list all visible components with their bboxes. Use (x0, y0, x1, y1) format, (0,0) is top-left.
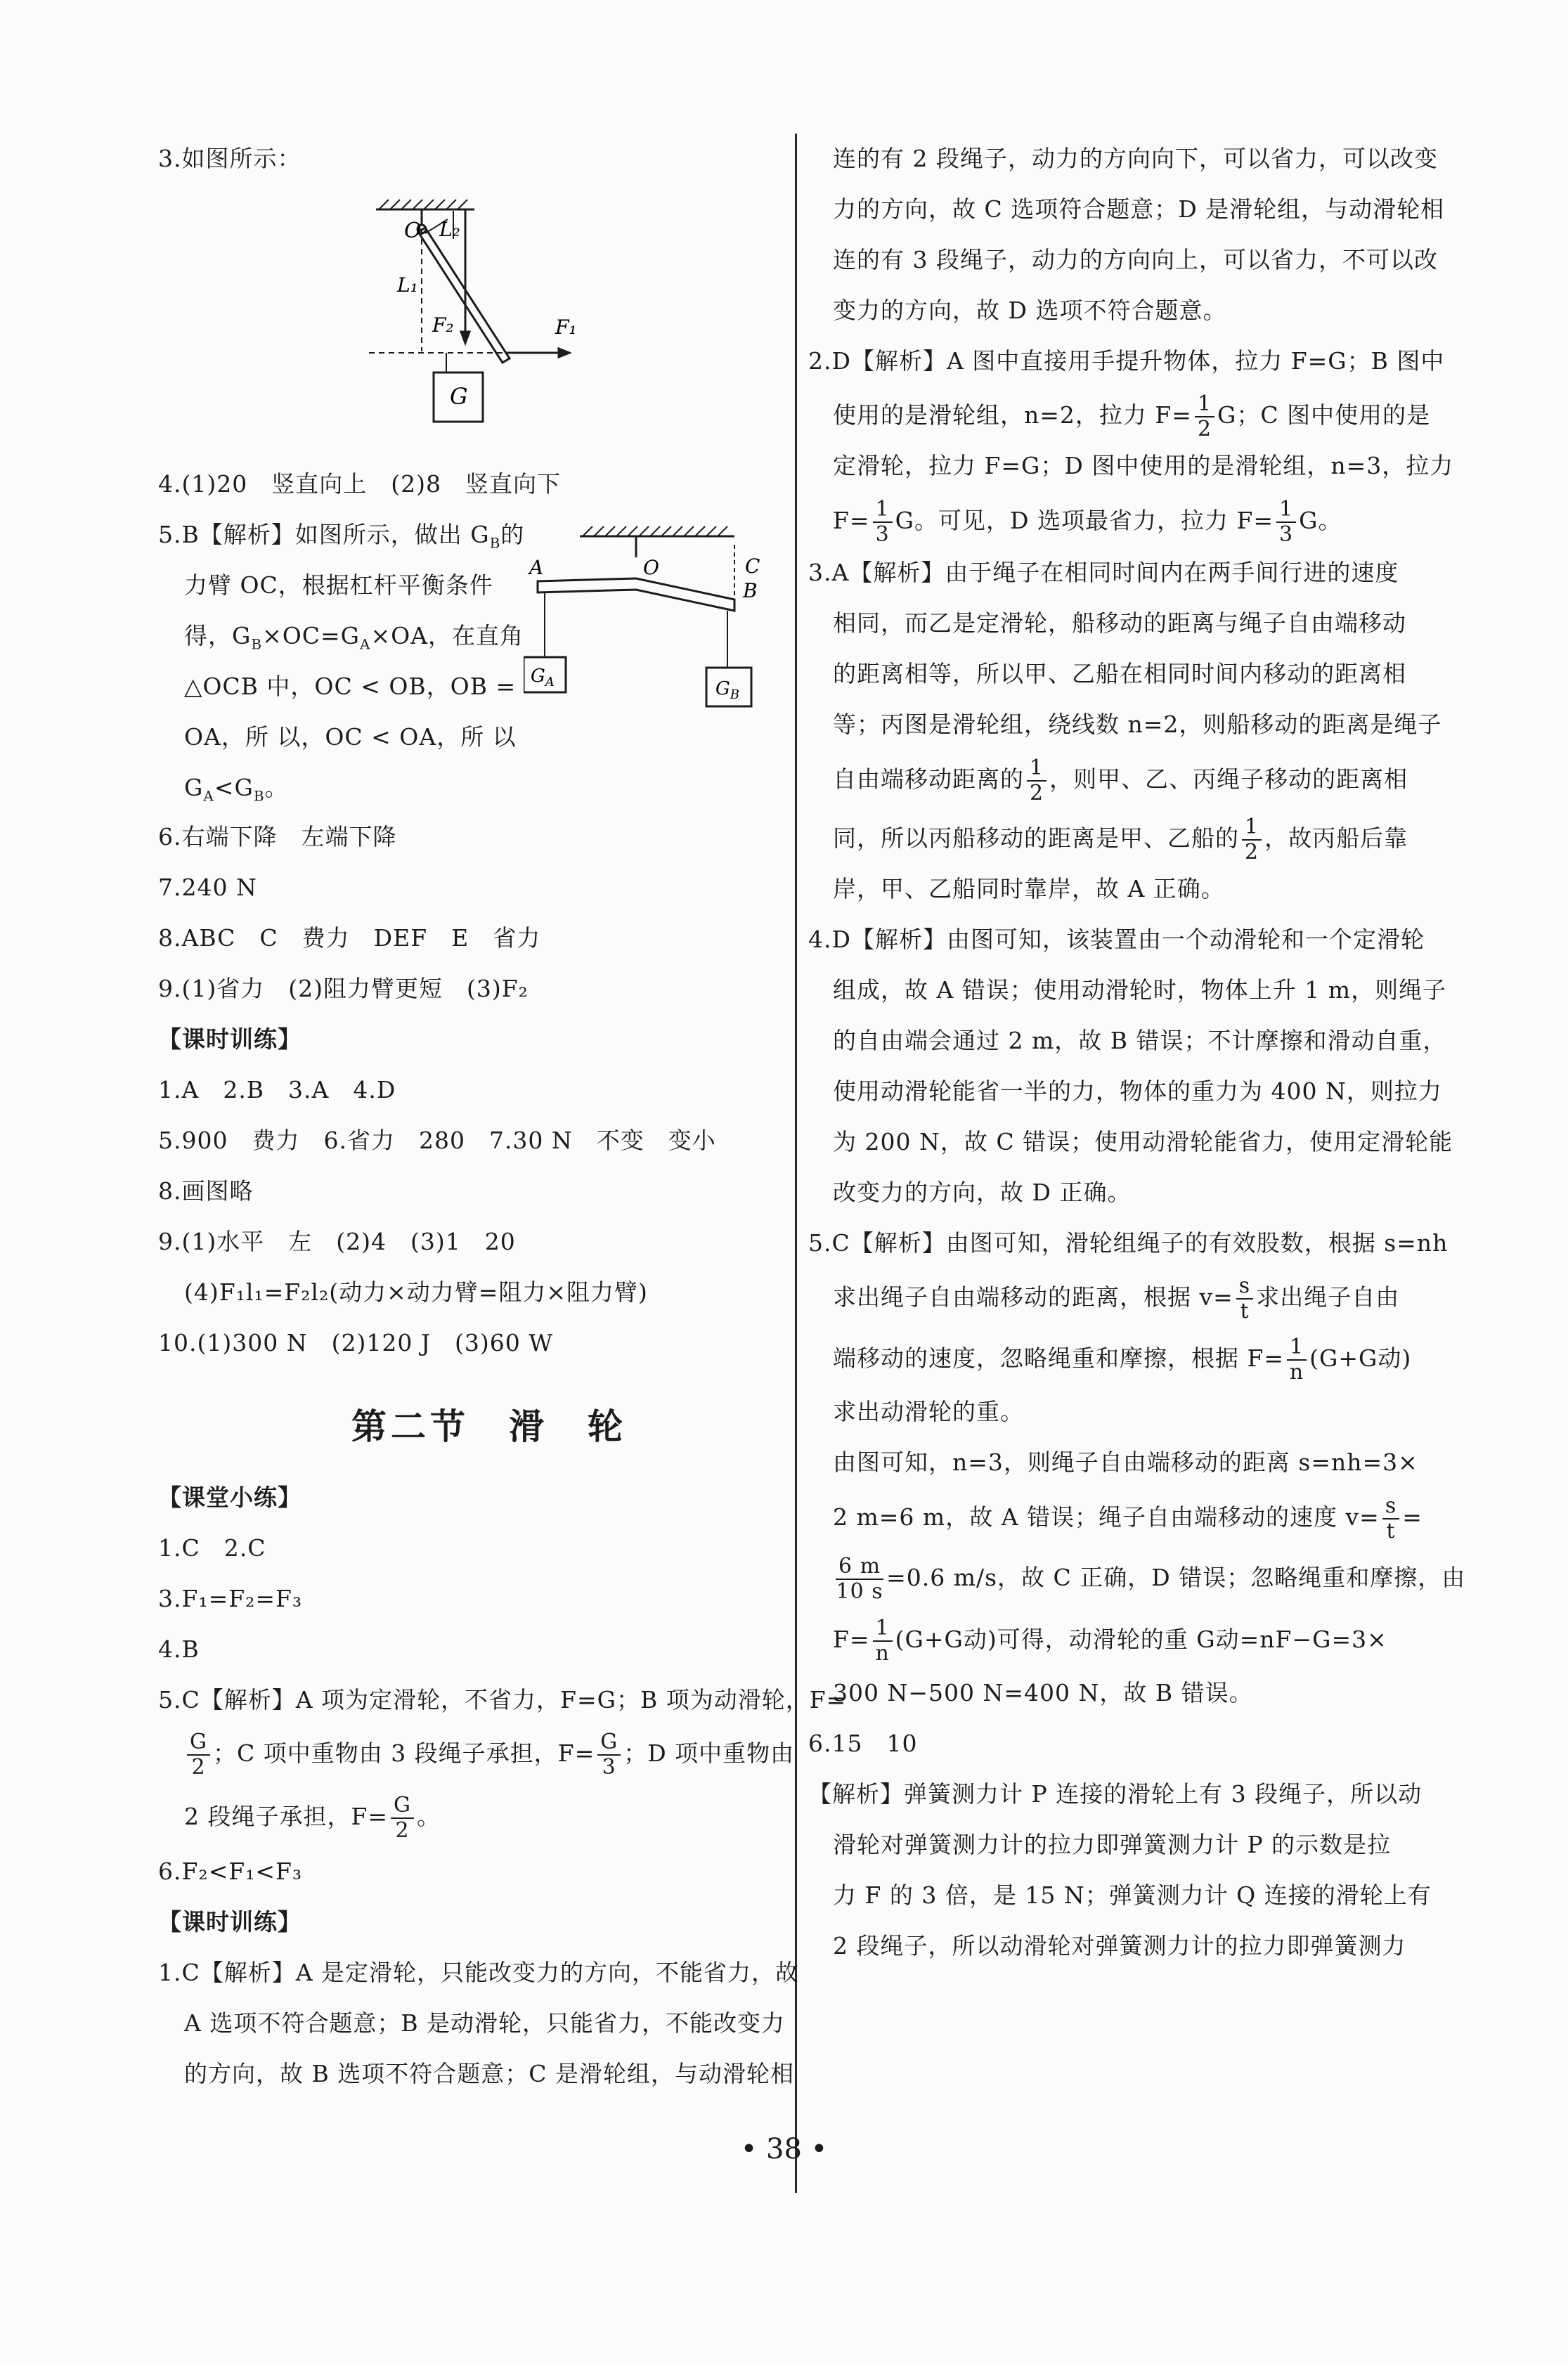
r1-line-4: 变力的方向，故 D 选项不符合题意。 (833, 297, 1227, 324)
class-3: 3.F₁=F₂=F₃ (158, 1585, 303, 1612)
answer-6: 6.右端下降 左端下降 (158, 823, 397, 850)
label-GB: $G_B$ (715, 678, 740, 702)
fraction-s-t: $\frac{s}{t}$ (1236, 1274, 1253, 1323)
fraction-s-t-b: $\frac{s}{t}$ (1382, 1494, 1399, 1543)
r4-line-4: 使用动滑轮能省一半的力，物体的重力为 400 N，则拉力 (833, 1077, 1442, 1105)
column-divider (795, 134, 797, 2193)
answer-8: 8.ABC C 费力 DEF E 省力 (158, 924, 541, 952)
section-heading-class: 【课堂小练】 (158, 1484, 302, 1511)
r4-line-6: 改变力的方向，故 D 正确。 (833, 1179, 1132, 1206)
section-heading-practice: 【课时训练】 (158, 1025, 302, 1053)
answer-4: 4.(1)20 竖直向上 (2)8 竖直向下 (158, 470, 561, 498)
practice-10: 10.(1)300 N (2)120 J (3)60 W (158, 1329, 554, 1356)
label-O: O (404, 219, 422, 243)
class-1-2: 1.C 2.C (158, 1534, 266, 1562)
section-heading-practice-2: 【课时训练】 (158, 1908, 302, 1936)
class-5-line-1: 5.C【解析】A 项为定滑轮，不省力，F=G；B 项为动滑轮，F= (158, 1686, 847, 1713)
lever-diagram (369, 197, 601, 429)
practice-8: 8.画图略 (158, 1177, 254, 1205)
r4-line-2: 组成，故 A 错误；使用动滑轮时，物体上升 1 m，则绳子 (833, 976, 1447, 1004)
label-L1: L₁ (397, 273, 418, 297)
label-G: G (450, 383, 468, 410)
r6-line-4: 力 F 的 3 倍，是 15 N；弹簧测力计 Q 连接的滑轮上有 (833, 1881, 1432, 1909)
r5-line-7: $\frac{6 m}{10 s}$ =0.6 m/s，故 C 正确，D 错误；忽略绳重和摩擦，由 (836, 1554, 1466, 1604)
r5-line-2: 求出绳子自由端移动的距离，根据 v= $\frac{s}{t}$ 求出绳子自由 (833, 1274, 1400, 1323)
r3-line-1: 3.A【解析】由于绳子在相同时间内在两手间行进的速度 (808, 559, 1399, 586)
r5-line-1: 5.C【解析】由图可知，滑轮组绳子的有效股数，根据 s=nh (808, 1229, 1449, 1257)
fraction-g-over-2b: $\frac{G}{2}$ (391, 1794, 414, 1843)
fraction-1-n-b: $\frac{1}{n}$ (873, 1616, 893, 1666)
training-1-line-1: 1.C【解析】A 是定滑轮，只能改变力的方向，不能省力，故 (158, 1959, 800, 1986)
fraction-1-3b: $\frac{1}{3}$ (1276, 498, 1296, 547)
r5-line-4: 求出动滑轮的重。 (833, 1398, 1024, 1425)
r3-line-6: 同，所以丙船移动的距离是甲、乙船的 $\frac{1}{2}$ ，故丙船后靠 (833, 815, 1408, 864)
r1-line-2: 力的方向，故 C 选项符合题意；D 是滑轮组，与动滑轮相 (833, 195, 1445, 223)
section-title: 第二节 滑 轮 (351, 1406, 627, 1447)
answer-5-line-3: 得，$G_B\times OC=G_A\times OA$，在直角 (184, 622, 524, 653)
fraction-g-over-2: $\frac{G}{2}$ (187, 1730, 210, 1780)
fraction-1-2c: $\frac{1}{2}$ (1242, 815, 1262, 864)
r4-line-3: 的自由端会通过 2 m，故 B 错误；不计摩擦和滑动自重， (833, 1027, 1447, 1054)
r2-line-1: 2.D【解析】A 图中直接用手提升物体，拉力 F=G；B 图中 (808, 347, 1445, 375)
fraction-1-2b: $\frac{1}{2}$ (1027, 756, 1047, 805)
label-L2: L₂ (439, 218, 460, 241)
answer-5-line-2: 力臂 OC，根据杠杆平衡条件 (184, 571, 493, 599)
fraction-g-over-3: $\frac{G}{3}$ (597, 1730, 621, 1780)
training-1-line-3: 的方向，故 B 选项不符合题意；C 是滑轮组，与动滑轮相 (184, 2060, 794, 2087)
fraction-1-2: $\frac{1}{2}$ (1195, 392, 1214, 441)
r5-line-8: F= $\frac{1}{n}$ (G+G动)可得，动滑轮的重 G动=nF−G=3× (833, 1616, 1387, 1666)
answer-3: 3.如图所示： (158, 145, 302, 172)
label-A: A (529, 556, 544, 579)
lever-diagram-2 (524, 524, 784, 727)
r6-line-5: 2 段绳子，所以动滑轮对弹簧测力计的拉力即弹簧测力 (833, 1932, 1406, 1959)
answer-9: 9.(1)省力 (2)阻力臂更短 (3)F₂ (158, 975, 529, 1002)
class-4: 4.B (158, 1635, 200, 1663)
r5-line-9: 300 N−500 N=400 N，故 B 错误。 (833, 1679, 1253, 1706)
training-1-line-2: A 选项不符合题意；B 是动滑轮，只能省力，不能改变力 (184, 2009, 786, 2037)
answer-5-line-4: △OCB 中，OC < OB，OB = (184, 673, 517, 700)
label-F1: F₁ (555, 316, 577, 339)
r6-line-1: 6.15 10 (808, 1730, 918, 1757)
practice-5-7: 5.900 费力 6.省力 280 7.30 N 不变 变小 (158, 1127, 716, 1154)
r3-line-4: 等；丙图是滑轮组，绕线数 n=2，则船移动的距离是绳子 (833, 711, 1442, 738)
class-6: 6.F₂<F₁<F₃ (158, 1858, 303, 1885)
r1-line-3: 连的有 3 段绳子，动力的方向向上，可以省力，不可以改 (833, 246, 1438, 273)
answer-7: 7.240 N (158, 874, 257, 901)
r5-line-3: 端移动的速度，忽略绳重和摩擦，根据 F= $\frac{1}{n}$ (G+G动) (833, 1335, 1412, 1385)
r4-line-5: 为 200 N，故 C 错误；使用动滑轮能省力，使用定滑轮能 (833, 1128, 1453, 1155)
answer-5-line-6: $G_A<G_B$。 (184, 774, 289, 805)
page-number: • 38 • (740, 2133, 828, 2165)
label-GA: $G_A$ (531, 666, 555, 689)
r1-line-1: 连的有 2 段绳子，动力的方向向下，可以省力，可以改变 (833, 145, 1438, 172)
r3-line-7: 岸，甲、乙船同时靠岸，故 A 正确。 (833, 875, 1225, 902)
label-C: C (745, 555, 760, 578)
practice-9-4: (4)F₁l₁=F₂l₂(动力×动力臂=阻力×阻力臂) (184, 1278, 648, 1306)
class-5-line-3: 2 段绳子承担，F= $\frac{G}{2}$ 。 (184, 1793, 441, 1843)
answer-5-line-1: 5.B【解析】如图所示，做出 $G_B$的 (158, 521, 525, 552)
r2-line-2: 使用的是滑轮组，n=2，拉力 F= $\frac{1}{2}$ G；C 图中使用的是 (833, 391, 1431, 441)
class-5-line-2: $\frac{G}{2}$ ；C 项中重物由 3 段绳子承担，F= $\frac{G}{3}$ ；D 项中重物由 (184, 1730, 794, 1780)
r5-line-6: 2 m=6 m，故 A 错误；绳子自由端移动的速度 v= $\frac{s}{t}$ = (833, 1493, 1423, 1543)
r3-line-5: 自由端移动距离的 $\frac{1}{2}$ ，则甲、乙、丙绳子移动的距离相 (833, 756, 1408, 805)
r3-line-3: 的距离相等，所以甲、乙船在相同时间内移动的距离相 (833, 660, 1406, 687)
practice-9: 9.(1)水平 左 (2)4 (3)1 20 (158, 1228, 516, 1255)
fraction-1-n: $\frac{1}{n}$ (1287, 1335, 1307, 1385)
r4-line-1: 4.D【解析】由图可知，该装置由一个动滑轮和一个定滑轮 (808, 926, 1425, 953)
r2-line-3: 定滑轮，拉力 F=G；D 图中使用的是滑轮组，n=3，拉力 (833, 452, 1454, 479)
practice-1-4: 1.A 2.B 3.A 4.D (158, 1076, 396, 1103)
label-O2: O (643, 556, 659, 579)
r2-line-4: F= $\frac{1}{3}$ G。可见，D 选项最省力，拉力 F= $\frac{1}{3}$ G。 (833, 497, 1342, 547)
r5-line-5: 由图可知，n=3，则绳子自由端移动的距离 s=nh=3× (833, 1449, 1418, 1476)
fraction-6m-10s: $\frac{6 m}{10 s}$ (836, 1554, 883, 1604)
r3-line-2: 相同，而乙是定滑轮，船移动的距离与绳子自由端移动 (833, 609, 1406, 637)
r6-line-3: 滑轮对弹簧测力计的拉力即弹簧测力计 P 的示数是拉 (833, 1831, 1392, 1858)
r6-line-2: 【解析】弹簧测力计 P 连接的滑轮上有 3 段绳子，所以动 (808, 1780, 1423, 1808)
label-F2: F₂ (432, 313, 454, 337)
fraction-1-3: $\frac{1}{3}$ (873, 498, 893, 547)
label-B: B (743, 579, 758, 602)
answer-5-line-5: OA，所 以，OC < OA，所 以 (184, 723, 517, 751)
